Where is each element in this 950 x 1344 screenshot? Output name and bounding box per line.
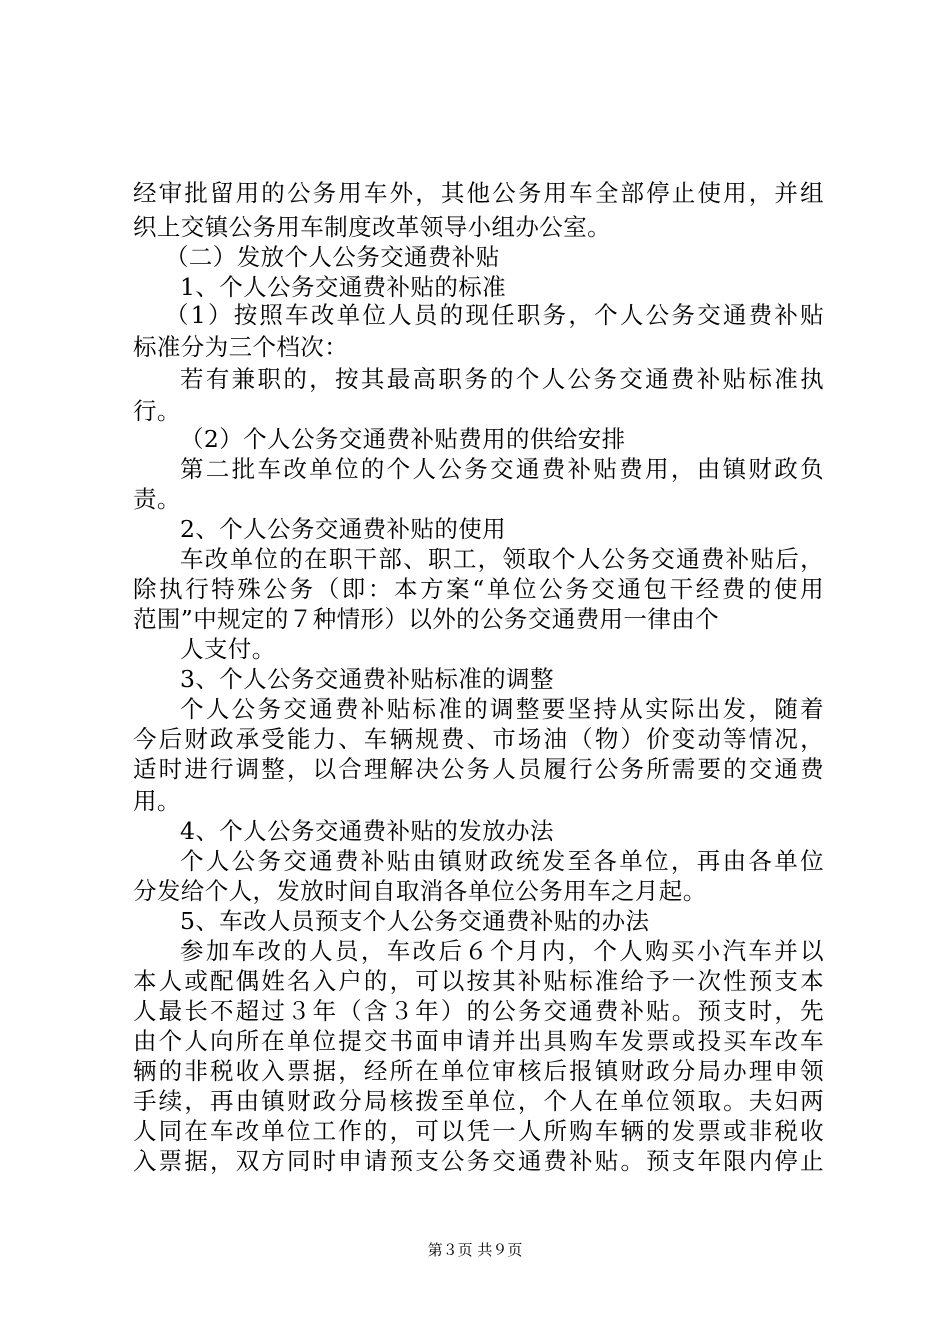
subsection-heading: 3、个人公务交通费补贴标准的调整 [180, 665, 554, 693]
paragraph-line: 车改单位的在职干部、职工，领取个人公务交通费补贴后， [180, 545, 824, 573]
paragraph-line: 范围”中规定的７种情形）以外的公务交通费用一律由个 [133, 605, 720, 633]
paragraph-line: 辆的非税收入票据，经所在单位审核后报镇财政分局办理申领 [133, 1057, 824, 1085]
paragraph-line: 分发给个人，发放时间自取消各单位公务用车之月起。 [133, 877, 707, 905]
paragraph-line: 用。 [133, 787, 181, 815]
subsection-heading: 2、个人公务交通费补贴的使用 [180, 515, 507, 543]
paragraph-line: 适时进行调整，以合理解决公务人员履行公务所需要的交通费 [133, 755, 824, 783]
paragraph-line: 参加车改的人员，车改后６个月内，个人购买小汽车并以 [180, 937, 824, 965]
subsection-heading: 1、个人公务交通费补贴的标准 [180, 273, 507, 301]
paragraph-line: 人同在车改单位工作的，可以凭一人所购车辆的发票或非税收 [133, 1117, 824, 1145]
paragraph-line: 除执行特殊公务（即：本方案“单位公务交通包干经费的使用 [133, 575, 824, 603]
paragraph-line: （1）按照车改单位人员的现任职务，个人公务交通费补贴 [165, 301, 824, 329]
subsection-heading: 4、个人公务交通费补贴的发放办法 [180, 817, 554, 845]
paragraph-line: 行。 [133, 397, 181, 425]
paragraph-line: 织上交镇公务用车制度改革领导小组办公室。 [133, 213, 611, 241]
paragraph-line: 第二批车改单位的个人公务交通费补贴费用，由镇财政负 [180, 455, 824, 483]
paragraph-line: 今后财政承受能力、车辆规费、市场油（物）价变动等情况， [133, 725, 824, 753]
paragraph-line: 手续，再由镇财政分局核拨至单位，个人在单位领取。夫妇两 [133, 1087, 824, 1115]
paragraph-line: 人支付。 [180, 635, 276, 663]
paragraph-line: 若有兼职的，按其最高职务的个人公务交通费补贴标准执 [180, 365, 824, 393]
paragraph-line: 入票据，双方同时申请预支公务交通费补贴。预支年限内停止 [133, 1147, 824, 1175]
subsection-heading: 5、车改人员预支个人公务交通费补贴的办法 [180, 907, 650, 935]
paragraph-line: 责。 [133, 485, 181, 513]
paragraph-line: 个人公务交通费补贴由镇财政统发至各单位，再由各单位 [180, 847, 824, 875]
subsection-heading: （2）个人公务交通费补贴费用的供给安排 [180, 425, 626, 453]
paragraph-line: 人最长不超过３年（含３年）的公务交通费补贴。预支时，先 [133, 997, 824, 1025]
paragraph-line: 标准分为三个档次： [133, 333, 349, 361]
paragraph-line: 由个人向所在单位提交书面申请并出具购车发票或投买车改车 [133, 1027, 824, 1055]
paragraph-line: 经审批留用的公务用车外，其他公务用车全部停止使用，并组 [133, 179, 824, 207]
paragraph-line: 个人公务交通费补贴标准的调整要坚持从实际出发，随着 [180, 695, 824, 723]
section-heading: （二）发放个人公务交通费补贴 [165, 243, 500, 271]
page-number-footer: 第３页 共９页 [427, 1241, 523, 1259]
paragraph-line: 本人或配偶姓名入户的，可以按其补贴标准给予一次性预支本 [133, 967, 824, 995]
